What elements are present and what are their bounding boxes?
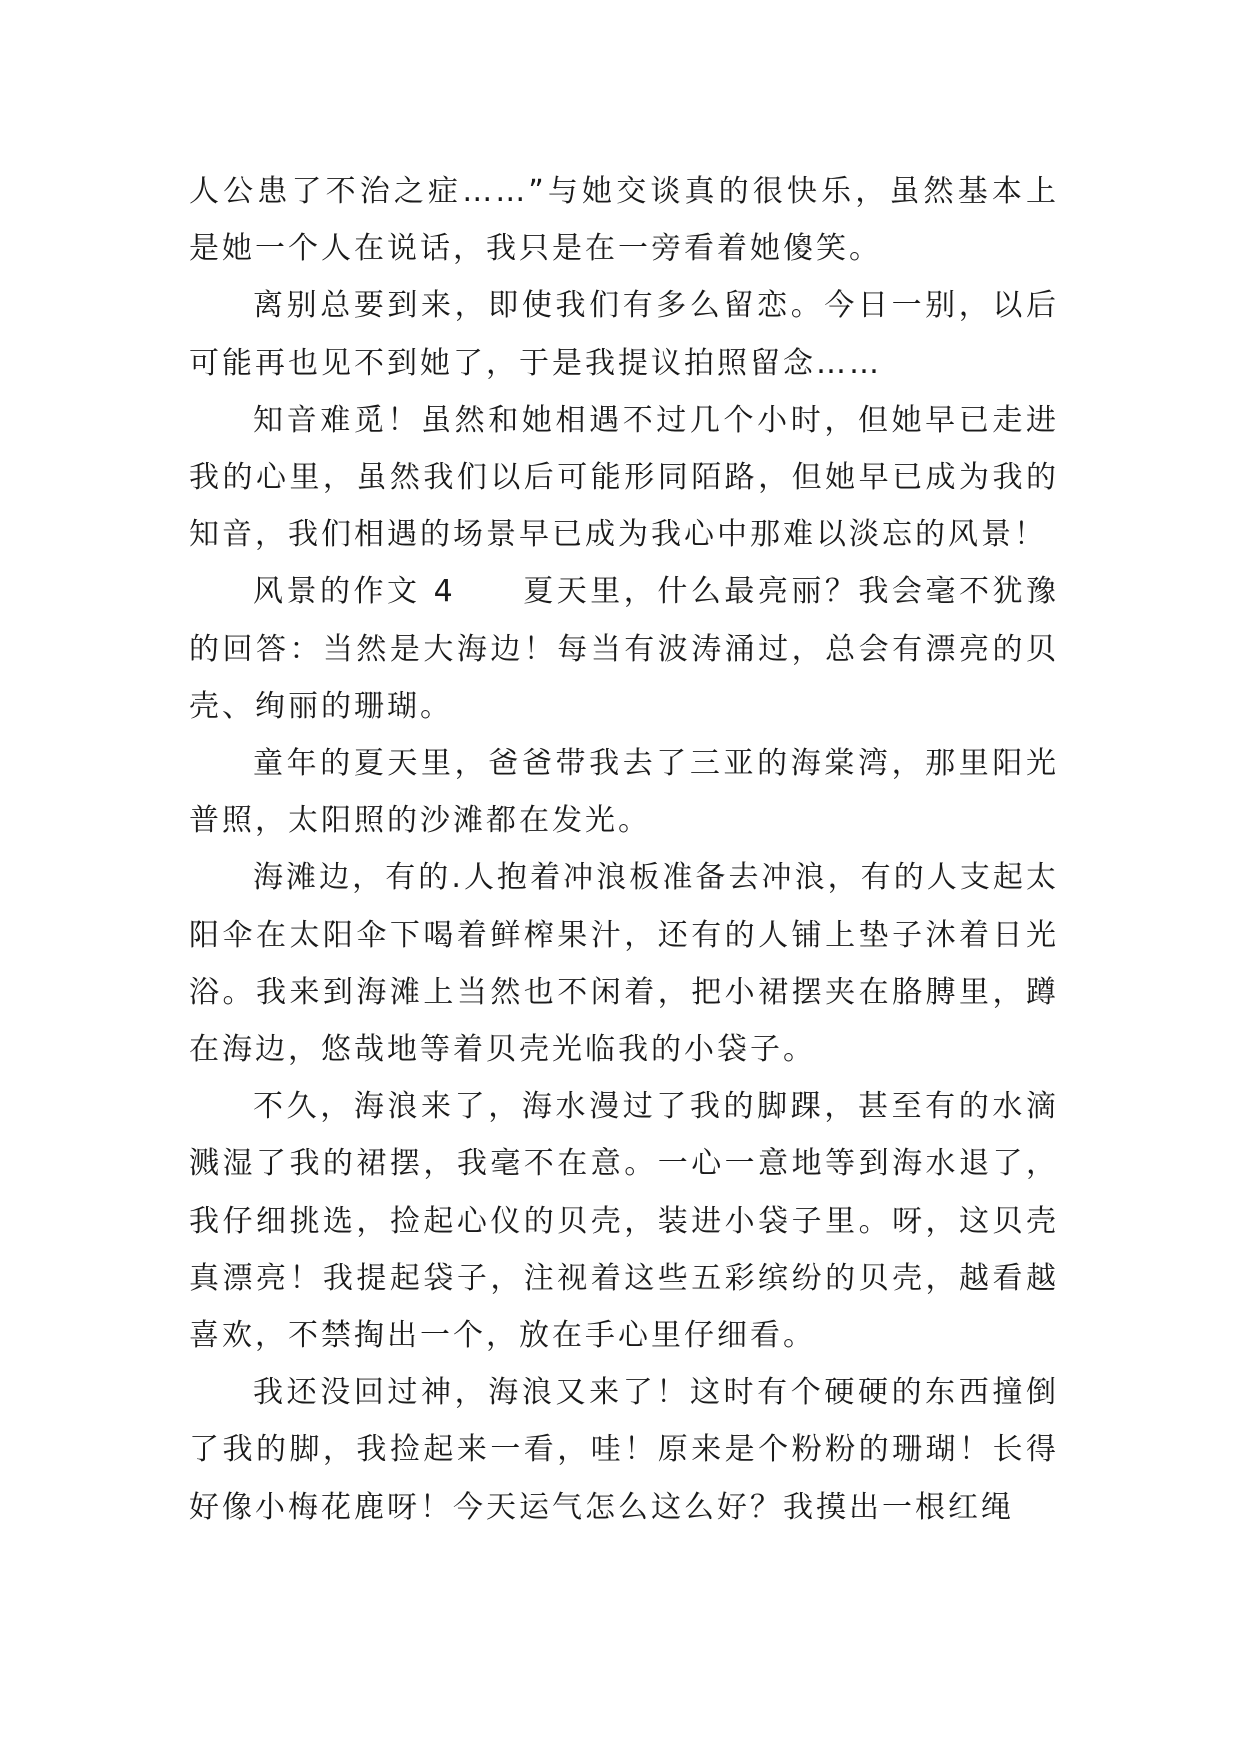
paragraph-4: 风景的作文 4 夏天里，什么最亮丽？我会毫不犹豫的回答：当然是大海边！每当有波涛涌过，总会有漂亮的贝壳、绚丽的珊瑚。 bbox=[189, 574, 1059, 724]
paragraph-6: 海滩边，有的.人抱着冲浪板准备去冲浪，有的人支起太阳伞在太阳伞下喝着鲜榨果汁，还有的人铺上垫子沐着日光浴。我来到海滩上当然也不闲着，把小裙摆夹在胳膊里，蹲在海边，悠哉地等着贝壳光临我的小袋子。 bbox=[189, 860, 1059, 1068]
paragraph-1: 人公患了不治之症……”与她交谈真的很快乐，虽然基本上是她一个人在说话，我只是在一旁看着她傻笑。 bbox=[189, 174, 1059, 267]
paragraph-2: 离别总要到来，即使我们有多么留恋。今日一别，以后可能再也见不到她了，于是我提议拍照留念…… bbox=[189, 288, 1059, 381]
paragraph-5: 童年的夏天里，爸爸带我去了三亚的海棠湾，那里阳光普照，太阳照的沙滩都在发光。 bbox=[189, 746, 1059, 839]
paragraph-7: 不久，海浪来了，海水漫过了我的脚踝，甚至有的水滴溅湿了我的裙摆，我毫不在意。一心一意地等到海水退了，我仔细挑选，捡起心仪的贝壳，装进小袋子里。呀，这贝壳真漂亮！我提起袋子，注视着这些五彩缤纷的贝壳，越看越喜欢，不禁掏出一个，放在手心里仔细看。 bbox=[189, 1089, 1059, 1354]
paragraph-8: 我还没回过神，海浪又来了！这时有个硬硬的东西撞倒了我的脚，我捡起来一看，哇！原来是个粉粉的珊瑚！长得好像小梅花鹿呀！今天运气怎么这么好？我摸出一根红绳 bbox=[189, 1375, 1059, 1525]
paragraph-3: 知音难觅！虽然和她相遇不过几个小时，但她早已走进我的心里，虽然我们以后可能形同陌路，但她早已成为我的知音，我们相遇的场景早已成为我心中那难以淡忘的风景！ bbox=[189, 402, 1059, 553]
document-body bbox=[189, 163, 1059, 1536]
